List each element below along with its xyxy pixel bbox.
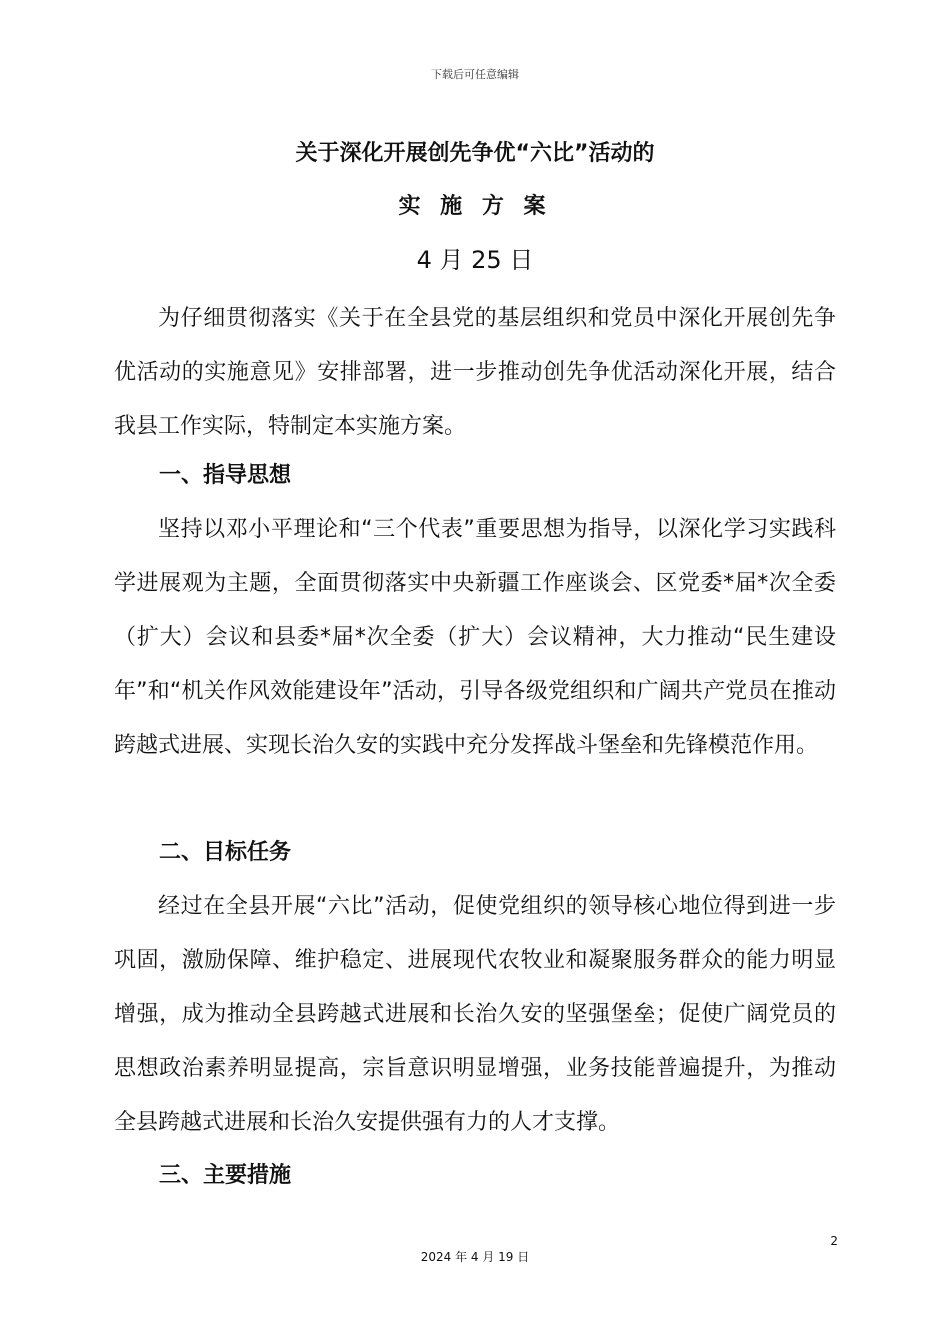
footer-date: 2024 年 4 月 19 日 bbox=[420, 1250, 530, 1264]
section-heading-guiding-ideology: 一、指导思想 bbox=[159, 463, 292, 488]
header-note: 下载后可任意编辑 bbox=[431, 68, 519, 81]
document-date: 4 月 25 日 bbox=[416, 246, 534, 274]
page-number: 2 bbox=[830, 1234, 838, 1248]
document-title: 关于深化开展创先争优“六比”活动的 bbox=[295, 141, 655, 166]
intro-paragraph: 为仔细贯彻落实《关于在全县党的基层组织和党员中深化开展创先争优活动的实施意见》安排部署，进一步推动创先争优活动深化开展，结合我县工作实际，特制定本实施方案。 bbox=[114, 306, 836, 439]
document-subtitle: 实 施 方 案 bbox=[398, 194, 552, 219]
section-heading-objectives: 二、目标任务 bbox=[159, 840, 292, 865]
section-body-guiding-ideology: 坚持以邓小平理论和“三个代表”重要思想为指导，以深化学习实践科学进展观为主题，全面贯彻落实中央新疆工作座谈会、区党委*届*次全委（扩大）会议和县委*届*次全委（扩大）会议精神，大力推动“民生建设年”和“机关作风效能建设年”活动，引导各级党组织和广阔共产党员在推动跨越式进展、实现长治久安的实践中充分发挥战斗堡垒和先锋模范作用。 bbox=[114, 517, 836, 758]
section-heading-measures: 三、主要措施 bbox=[159, 1163, 292, 1188]
section-body-objectives: 经过在全县开展“六比”活动，促使党组织的领导核心地位得到进一步巩固，激励保障、维护稳定、进展现代农牧业和凝聚服务群众的能力明显增强，成为推动全县跨越式进展和长治久安的坚强堡垒；促使广阔党员的思想政治素养明显提高，宗旨意识明显增强，业务技能普遍提升，为推动全县跨越式进展和长治久安提供强有力的人才支撑。 bbox=[114, 894, 836, 1135]
